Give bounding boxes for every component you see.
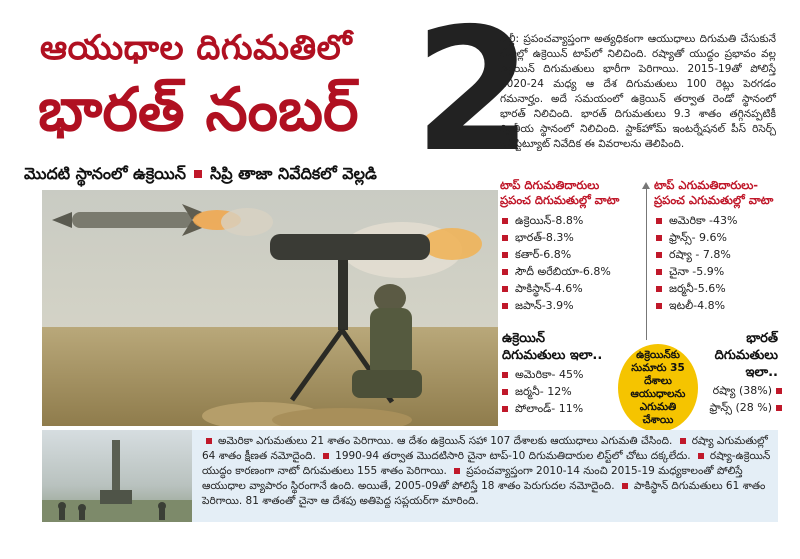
ukraine-imports-title [502,330,602,364]
headline: భారత్ నంబర్ [38,75,359,145]
facts-box [42,430,778,522]
list-item: జపాన్-3.9% [502,297,611,314]
list-item: ఫ్రాన్స్ (28 %) [702,399,782,416]
list-item: అమెరికా- 45% [502,366,583,383]
info-bubble: ఉక్రెయిన్‌కు సుమారు 35 దేశాలు ఆయుధాలను ఎగుమతి చేశాయి [618,344,698,432]
importers-title [500,178,619,208]
missile-launch-photo [42,190,498,426]
article [22,0,782,524]
bullet-square-icon [698,453,704,459]
list-item: చైనా -5.9% [656,263,737,280]
ukraine-imports-list [502,366,583,417]
list-item: కతార్-6.8% [502,246,611,263]
fact-item: అమెరికా ఎగుమతులు 21 శాతం పెరిగాయి. ఆ దేశం ఉక్రెయిన్ సహా 107 దేశాలకు ఆయుధాలు ఎగుమతి చేసింది. [218,435,673,447]
list-item: ఇటలీ-4.8% [656,297,737,314]
list-item: పాకిస్థాన్-4.6% [502,280,611,297]
subheadline [24,164,377,187]
fact-item: రష్యా ఎగుమతుల్లో 64 శాతం క్షీణత నమోదైంది. [202,435,768,462]
facts-text [202,434,772,509]
list-item: రష్యా - 7.8% [656,246,737,263]
bullet-square-icon [323,453,329,459]
headline-kicker: ఆయుధాల దిగుమతిలో [40,28,353,68]
india-imports-title [712,330,778,381]
bullet-square-icon [206,438,212,444]
ukraine-imports-title-line2: దిగుమతులు ఇలా.. [502,348,603,363]
fact-item: రష్యా-ఉక్రెయిన్ యుద్ధం కారణంగా నాటో దిగుమతులు 155 శాతం పెరిగాయి. [202,450,771,477]
list-item: రష్యా (38%) [702,382,782,399]
list-item: జర్మనీ- 12% [502,383,583,400]
exporters-title-line2: ప్రపంచ ఎగుమతుల్లో వాటా [654,193,774,207]
india-imports-title-line2: దిగుమతులు [714,348,778,363]
fact-item: ప్రపంచవ్యాప్తంగా 2010-14 నుంచి 2015-19 మధ్యకాలంతో పోలిస్తే ఆయుధాల వ్యాపారం స్థిరంగానే ఉంది. అయితే, 2005-09తో పోలిస్తే 18 శాతం పెరుగుదల నమోదైంది. [202,465,743,492]
india-imports-title-line1: భారత్ [746,331,778,346]
fact-item: పాకిస్థాన్ దిగుమతులు 61 శాతం పెరిగాయి. 81 శాతంతో చైనా ఆ దేశపు అతిపెద్ద సప్లయర్‌గా మారింది. [202,480,766,507]
bullet-square-icon [680,438,686,444]
intro-paragraph: ఢిల్లీ: ప్రపంచవ్యాప్తంగా అత్యధికంగా ఆయుధాలు దిగుమతి చేసుకునే దేశాల్లో ఉక్రెయిన్ టాప్‌లో నిలిచింది. రష్యాతో యుద్ధం ప్రభావం వల్ల ఉక్రెయిన్ దిగుమతులు భారీగా పెరిగాయి. 2015-19తో పోలిస్తే 2020-24 మధ్య ఆ దేశ దిగుమతులు 100 రెట్లు పెరగడం గమనార్హం. అదే సమయంలో ఉక్రెయిన్ తర్వాత రెండో స్థానంలో భారత్ నిలిచింది. భారత్ దిగుమతులు 9.3 శాతం తగ్గినప్పటికీ ద్వితీయ స్థానంలో నిలిచింది. స్టాక్‌హోమ్ ఇంటర్నేషనల్ పీస్ రిసెర్చ్ ఇన్‌స్టిట్యూట్ నివేదిక ఈ వివరాలను తెలిపింది. [500,33,776,150]
headline-big-number: 2 [414,0,533,190]
howitzer-photo [42,430,192,522]
howitzer-illustration [42,430,192,522]
list-item: భారత్-8.3% [502,229,611,246]
exporters-list [656,212,737,314]
list-item: పోలాండ్- 11% [502,400,583,417]
subheadline-right: సిప్రి తాజా నివేదికలో వెల్లడి [210,164,377,183]
exporters-title [654,178,773,208]
list-item: ఫ్రాన్స్- 9.6% [656,229,737,246]
soldier-with-launcher-illustration [42,190,498,426]
top-strip [0,0,800,10]
bullet-square-icon [194,170,202,178]
soldier-icon [352,284,422,398]
exporters-title-line1: టాప్ ఎగుమతిదారులు- [654,178,759,192]
bullet-square-icon [454,468,460,474]
ukraine-imports-title-line1: ఉక్రెయిన్ [502,331,546,346]
bullet-square-icon [622,483,628,489]
subheadline-left: మొదటి స్థానంలో ఉక్రెయిన్ [24,164,186,183]
fact-item: 1990-94 తర్వాత మొదటిసారి చైనా టాప్-10 దిగుమతిదారుల లిస్ట్‌లో చోటు దక్కలేదు. [335,450,691,462]
importers-title-line2: ప్రపంచ దిగుమతుల్లో వాటా [500,193,620,207]
list-item: అమెరికా -43% [656,212,737,229]
list-item: ఉక్రెయిన్-8.8% [502,212,611,229]
importers-list [502,212,611,314]
india-imports-list [702,382,782,416]
column-divider [646,188,647,340]
importers-title-line1: టాప్ దిగుమతిదారులు [500,178,600,192]
list-item: సౌదీ అరేబియా-6.8% [502,263,611,280]
india-imports-title-line3: ఇలా.. [745,365,778,380]
list-item: జర్మనీ-5.6% [656,280,737,297]
missile-icon [52,204,273,236]
